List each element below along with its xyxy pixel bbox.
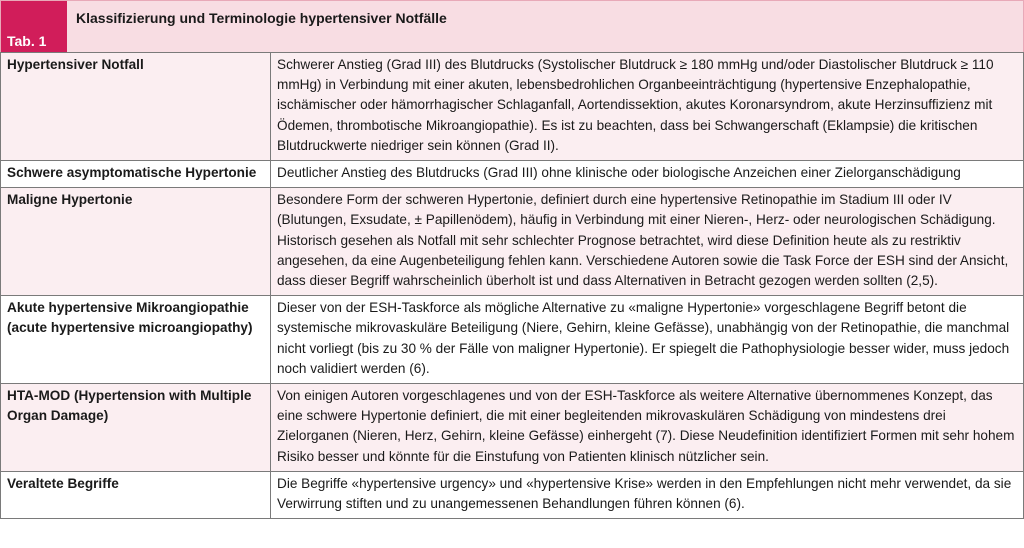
table-row [1, 296, 1024, 384]
table-row [1, 53, 1024, 161]
terminology-table [0, 52, 1024, 519]
term-cell: Maligne Hypertonie [1, 188, 271, 296]
table-header [0, 0, 1024, 52]
table-number: Tab. 1 [7, 33, 47, 49]
term-cell: Veraltete Begriffe [1, 471, 271, 518]
term-cell: Akute hypertensive Mikroangiopathie (acute hypertensive microangiopathy) [1, 296, 271, 384]
description-cell: Deutlicher Anstieg des Blutdrucks (Grad III) ohne klinische oder biologische Anzeichen einer Zielorganschädigung [271, 161, 1024, 188]
description-cell: Besondere Form der schweren Hypertonie, definiert durch eine hypertensive Retinopathie im Stadium III oder IV (Blutungen, Exsudate, ± Papillenödem), häufig in Verbindung mit einer Nieren-, Herz- oder neurologischen Schädigung. Historisch gesehen als Notfall mit sehr schlechter Prognose betrachtet, wird diese Definition heute als zu restriktiv angesehen, da eine Augenbeteiligung fehlen kann. Verschiedene Autoren sowie die Task Force der ESH sind der Ansicht, dass dieser Begriff wahrscheinlich überholt ist und dass Alternativen in Betracht gezogen werden sollten (2,5). [271, 188, 1024, 296]
term-cell: Schwere asymptomatische Hypertonie [1, 161, 271, 188]
description-cell: Schwerer Anstieg (Grad III) des Blutdrucks (Systolischer Blutdruck ≥ 180 mmHg und/oder Diastolischer Blutdruck ≥ 110 mmHg) in Verbindung mit einer akuten, lebensbedrohlichen Organbeeinträchtigung (hypertensive Enzephalopathie, ischämischer oder hämorrhagischer Schlaganfall, Aortendissektion, akutes Koronarsyndrom, akute Herzinsuffizienz mit Ödemen, thrombotische Mikroangiopathie). Es ist zu beachten, dass bei Schwangerschaft (Eklampsie) die kritischen Blutdruckwerte niedriger sein können (Grad II). [271, 53, 1024, 161]
table-row [1, 188, 1024, 296]
table-row [1, 161, 1024, 188]
table-row [1, 471, 1024, 518]
description-cell: Von einigen Autoren vorgeschlagenes und von der ESH-Taskforce als weitere Alternative übernommenes Konzept, das eine schwere Hypertonie definiert, die mit einer begleitenden mikrovaskulären Schädigung von mindestens drei Zielorganen (Nieren, Herz, Gehirn, kleine Gefässe) einhergeht (7). Diese Neudefinition identifiziert Formen mit sehr hohem Risiko besser und könnte für die Einstufung von Patienten klinisch nützlicher sein. [271, 384, 1024, 472]
table-title: Klassifizierung und Terminologie hypertensiver Notfälle [76, 10, 447, 26]
table-number-badge [1, 1, 67, 52]
table-row [1, 384, 1024, 472]
term-cell: Hypertensiver Notfall [1, 53, 271, 161]
description-cell: Die Begriffe «hypertensive urgency» und «hypertensive Krise» werden in den Empfehlungen nicht mehr verwendet, da sie Verwirrung stiften und zu unangemessenen Behandlungen führen können (6). [271, 471, 1024, 518]
term-cell: HTA-MOD (Hypertension with Multiple Organ Damage) [1, 384, 271, 472]
description-cell: Dieser von der ESH-Taskforce als mögliche Alternative zu «maligne Hypertonie» vorgeschlagene Begriff betont die systemische mikrovaskuläre Beteiligung (Niere, Gehirn, kleine Gefässe), unabhängig von der Retinopathie, die manchmal nicht vorliegt (bis zu 30 % der Fälle von maligner Hypertonie). Er spiegelt die Pathophysiologie besser wider, muss jedoch noch validiert werden (6). [271, 296, 1024, 384]
